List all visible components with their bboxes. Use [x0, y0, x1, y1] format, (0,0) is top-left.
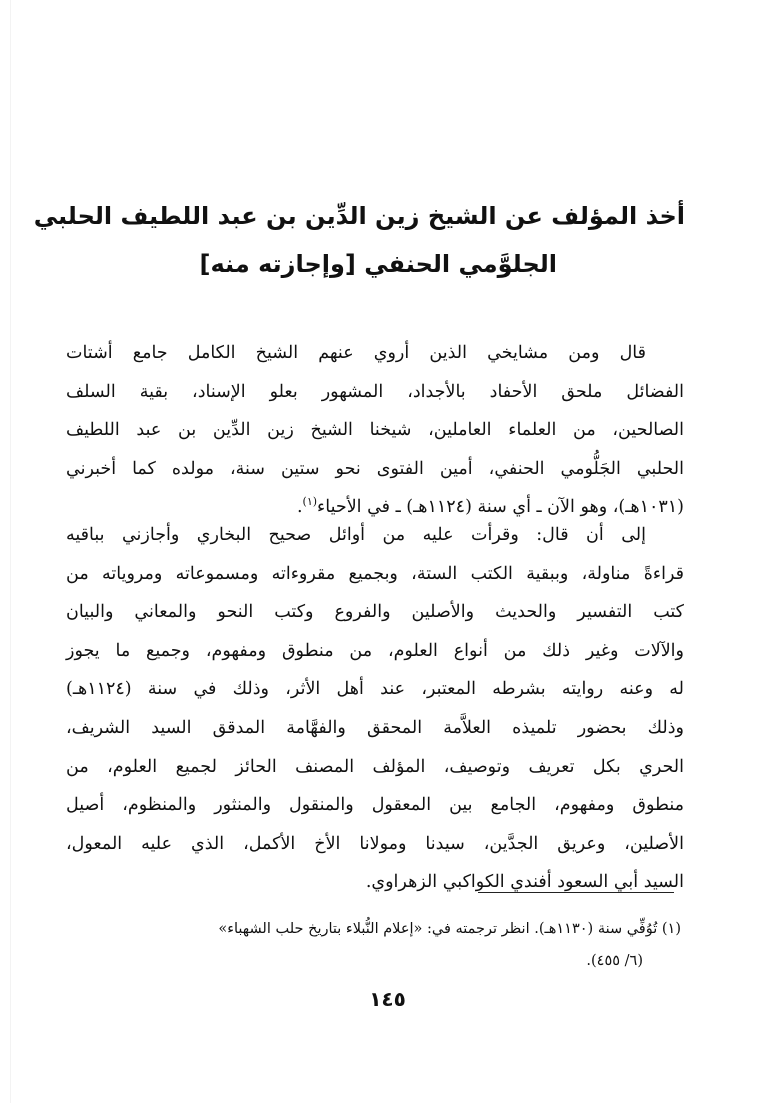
footnote-reference[interactable]: (١)	[302, 495, 318, 509]
chapter-heading-line-2: الجلوَّمي الحنفي [وإجازته منه]	[199, 250, 557, 278]
paragraph-1-line-3: الصالحين، من العلماء العاملين، شيخنا الشيخ زين الدِّين بن عبد اللطيف	[66, 420, 684, 441]
paragraph-2-line-1: إلى أن قال: وقرأت عليه من أوائل صحيح البخاري وأجازني بباقيه	[66, 525, 646, 545]
footnote	[75, 913, 681, 977]
paragraph-2-line-9: الأصلين، وعريق الجدَّين، سيدنا ومولانا الأخ الأكمل، الذي عليه المعول،	[66, 833, 684, 854]
paragraph-2	[66, 516, 684, 902]
page-number: ١٤٥	[369, 987, 406, 1011]
footnote-separator	[478, 892, 674, 893]
paragraph-2-line-4: والآلات وغير ذلك من أنواع العلوم، من منطوق ومفهوم، وجميع ما يجوز	[66, 640, 684, 661]
paragraph-1-line-5-end: .	[296, 497, 303, 518]
scan-edge	[10, 0, 11, 1103]
paragraph-2-line-3: كتب التفسير والحديث والأصلين والفروع وكتب النحو والمعاني والبيان	[66, 602, 684, 623]
paragraph-1-line-2: الفضائل ملحق الأحفاد بالأجداد، المشهور بعلو الإسناد، بقية السلف	[66, 381, 684, 402]
paragraph-2-line-2: قراءةً مناولة، وببقية الكتب الستة، وبجميع مقروءاته ومسموعاته ومروياته من	[66, 563, 684, 584]
paragraph-1-line-1: قال ومن مشايخي الذين أروي عنهم الشيخ الكامل جامع أشتات	[66, 343, 646, 363]
paragraph-1-line-5-text: (١٠٣١هـ)، وهو الآن ـ أي سنة (١١٢٤هـ) ـ في الأحياء	[317, 497, 684, 518]
paragraph-1	[66, 334, 684, 527]
paragraph-1-line-4: الحلبي الجَلُّومي الحنفي، أمين الفتوى نحو ستين سنة، مولده كما أخبرني	[66, 458, 684, 479]
paragraph-2-line-7: الحري بكل تعريف وتوصيف، المؤلف المصنف الحائز لجميع العلوم، من	[66, 756, 684, 777]
footnote-line-2: (٦/ ٤٥٥).	[586, 953, 643, 969]
paragraph-2-line-8: منطوق ومفهوم، الجامع بين المعقول والمنقول والمنثور والمنظوم، أصيل	[66, 795, 684, 816]
chapter-heading-line-1: أخذ المؤلف عن الشيخ زين الدِّين بن عبد اللطيف الحلبي	[33, 202, 685, 230]
footnote-line-1: (١) تُوُفِّي سنة (١١٣٠هـ). انظر ترجمته في: «إعلام النُّبلاء بتاريخ حلب الشهباء»	[218, 921, 681, 937]
paragraph-2-line-5: له وعنه روايته بشرطه المعتبر، عند أهل الأثر، وذلك في سنة (١١٢٤هـ)	[66, 679, 684, 700]
paragraph-2-line-6: وذلك بحضور تلميذه العلاَّمة المحقق والفهَّامة المدقق السيد الشريف،	[66, 717, 684, 738]
paragraph-2-line-10: السيد أبي السعود أفندي الكواكبي الزهراوي.	[365, 872, 684, 893]
